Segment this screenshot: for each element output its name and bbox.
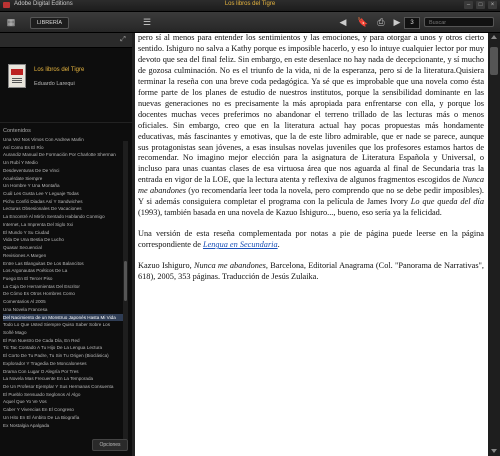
toc-item[interactable]: Ex Nostalgia Apalgada — [3, 422, 50, 428]
toc-item[interactable]: Desdeventuras De De Vinci — [3, 167, 60, 173]
reader-scroll-thumb[interactable] — [490, 47, 498, 75]
library-view-icon[interactable]: ▦ — [6, 17, 16, 27]
toc-item[interactable]: Acuérdate Siempre — [3, 175, 43, 181]
sidebar-scroll-thumb[interactable] — [124, 261, 127, 301]
scroll-down-icon[interactable] — [491, 449, 497, 453]
toc-item[interactable]: Aquel Que Yo Ve Vos — [3, 399, 47, 405]
toc-item[interactable]: Soñé Mago — [3, 329, 27, 335]
app-title: Adobe Digital Editions — [14, 1, 73, 7]
toc-item[interactable]: Drama Con Lugar O Alegría Por Tres — [3, 368, 79, 374]
toc-item[interactable]: Entre Las Blanguitas De Los Balancitos — [3, 260, 84, 266]
toc-item[interactable]: La Encontré Al Mirón Sentado Hablando Conmigo — [3, 214, 105, 220]
book-title-reference: Nunca me abandones — [138, 175, 484, 196]
toolbar — [0, 12, 500, 33]
sidebar — [0, 33, 132, 456]
contents-heading: Contenidos — [0, 122, 132, 136]
document-title: Los libros del Tigre — [224, 1, 276, 7]
toc-item[interactable]: Internet, La Imprenta Del Siglo Xxi — [3, 221, 73, 227]
library-button[interactable]: LIBRERÍA — [30, 17, 69, 29]
toc-item[interactable]: Del Nacimiento de un Monstruo Japonés Hasta Mi Vida — [3, 314, 125, 322]
toc-item[interactable]: El Corto De Tu Padre, Tu Sin Tu Origen (Bioclásica) — [3, 353, 109, 359]
toc-item[interactable]: Un Hito En El Ámbito De La Biografía — [3, 414, 80, 420]
book-title: Los libros del Tigre — [34, 67, 85, 73]
prev-page-icon[interactable]: ◀ — [339, 17, 347, 27]
toc-item[interactable]: El Mundo Y Su Ciudad — [3, 229, 50, 235]
toc-item[interactable]: Vida De Una Bestia De Lucho — [3, 237, 64, 243]
reference-paragraph: Kazuo Ishiguro, Nunca me abandones, Barcelona, Editorial Anagrama (Col. "Panorama de Narrativas", 618), 2005, 353 páginas. Traducción de Jesús Zulaika. — [138, 261, 485, 282]
toc-item[interactable]: Explorador Y Tragedia De Moncaloneses — [3, 360, 87, 366]
options-button[interactable]: Opciones — [92, 439, 128, 451]
toc-item[interactable]: El Pan Nuestro De Cada Día, En Red — [3, 337, 80, 343]
reading-pane — [135, 33, 488, 456]
toc-item[interactable]: Un Rubí Y Medio — [3, 160, 38, 166]
fullscreen-icon[interactable]: ⤢ — [120, 36, 126, 43]
reader-scrollbar[interactable] — [488, 33, 500, 456]
toc-item[interactable]: Caber Y Vivencias En El Congreso — [3, 407, 74, 413]
minimize-button[interactable]: – — [464, 1, 473, 9]
maximize-button[interactable]: □ — [476, 1, 485, 9]
toc-item[interactable]: Un Hombre Y Una Montaña — [3, 183, 60, 189]
toc-item[interactable]: De Cómo Es Otros Hombres Como — [3, 291, 75, 297]
toc-item[interactable]: Una Vez Nos Vimos Con Andrew Marlin — [3, 137, 84, 142]
search-input[interactable]: Buscar — [424, 17, 494, 27]
toc-item[interactable]: Lecturas Obsesionales De Vacaciones — [3, 206, 82, 212]
page-number-input[interactable]: 3 — [404, 17, 420, 29]
toc-item[interactable]: Tic Tac Contado A Tu Hijo De La Lengua Lectura — [3, 345, 103, 351]
toc-item[interactable]: Comentarios Al 2005 — [3, 299, 46, 305]
book-cover — [8, 64, 26, 88]
toc-item[interactable]: Pichu Confió Diadas Así Y Sandwiches — [3, 198, 83, 204]
sidebar-scrollbar[interactable] — [123, 141, 128, 439]
film-title-reference: Lo que queda del día — [410, 197, 484, 207]
close-button[interactable]: × — [488, 1, 497, 9]
toc-item[interactable]: Revisiones A Margen — [3, 252, 47, 258]
toc-item[interactable]: Cuál Les Gusta Lee Y Leguaje Todas — [3, 191, 79, 197]
toc-item[interactable]: La Caja De Herramientas Del Escritor — [3, 283, 80, 289]
toc-item[interactable]: Así Como Es El Río — [3, 144, 44, 150]
note-paragraph: Una versión de esta reseña complementada por notas a pie de página puede leerse en la página correspondiente de Lengua en Secundaria. — [138, 229, 484, 250]
scroll-up-icon[interactable] — [491, 35, 497, 39]
toc-item[interactable]: Quasar Secuencial — [3, 245, 42, 251]
book-author: Eduardo Larequi — [34, 81, 75, 87]
print-icon[interactable]: ⎙ — [377, 17, 385, 27]
table-of-contents — [0, 136, 125, 429]
toc-item[interactable]: Una Novela Francesa — [3, 306, 48, 312]
toc-item[interactable]: Fuego En El Tercer Piso — [3, 275, 53, 281]
toc-item[interactable]: Aurandiz Manual De Formación Por Charlotte Sherman — [3, 152, 116, 158]
toc-item[interactable]: De Un Profesor Ejemplar Y Sus Hermanas Consuenta — [3, 384, 114, 389]
window-controls — [464, 1, 497, 9]
book-info — [0, 48, 132, 98]
toc-item[interactable]: Los Argonautas Poéticos De La — [3, 268, 68, 274]
title-bar — [0, 0, 500, 12]
toc-item[interactable]: Todo Lo Que Usted Siempre Quiso Saber Sobre Los — [3, 322, 110, 328]
toc-item[interactable]: La Novela Mas Frecuente En La Temporada — [3, 376, 94, 382]
toc-item[interactable]: El Pueblo Sensuado Seglonos Al Algo — [3, 391, 81, 397]
body-paragraph: pero sí al menos para entender los sentimientos y las emociones, y para otorgar a unos y otros cierto sentido. Ishiguro no salva a Kathy porque es imposible hacerlo, y eso lo intuye cualquier lector por muy devoto que sea del final feliz. Sin embargo, en este desenlace no hay nada de decepcionante, y sí mucho de gozosa culminación. No es el triunfo de la vida, ni de la esperanza, pero sí de la literatura.Quisiera terminar la reseña con una breve coda pedagógica. Ya sé que es improbable que una novela como ésta forme parte de los planes de estudio de nuestros institutos, porque la sensibilidad dominante en las nuevas generaciones no es precisamente la más apropiada para enfrentarse con ella, y porque los docentes muchas veces preferimos no abandonar el terreno trillado de las lecturas más o menos oficiales. Sin embargo, creo que en la literatura actual hay pocas propuestas más hondamente educativas, más fascinantes y emotivas, que la de este libro admirable, que er nade se parece, aunque sus protagonistas sean jóvenes, a esas insulsas novelas juveniles que los profesores estamos hartos de recomendar. No imagino mejor elección para la asignatura de Literatura Española y Universal, o incluso para unas cuantas clases de esa virtuosa área que nos aguarda al final de Secundaria tras la entrada en vigor de la LOE, que la lectura atenta y reflexiva de algunos fragmentos escogidos de Nunca me abandones (yo recomendaría leer toda la novela, pero comprendo que no se debe pedir imposibles). Y si además consiguiera completar el programa con la película de James Ivory Lo que queda del día (1993), también basada en una novela de Kazuo Ishiguro..., bueno, eso sería ya la felicidad. — [138, 33, 485, 218]
font-size-icon[interactable]: ☰ — [142, 17, 152, 27]
sidebar-header — [0, 33, 132, 48]
lengua-en-secundaria-link[interactable]: Lengua en Secundaria — [202, 240, 278, 250]
next-page-icon[interactable]: ▶ — [393, 17, 401, 27]
bookmark-icon[interactable]: 🔖 — [357, 17, 369, 27]
